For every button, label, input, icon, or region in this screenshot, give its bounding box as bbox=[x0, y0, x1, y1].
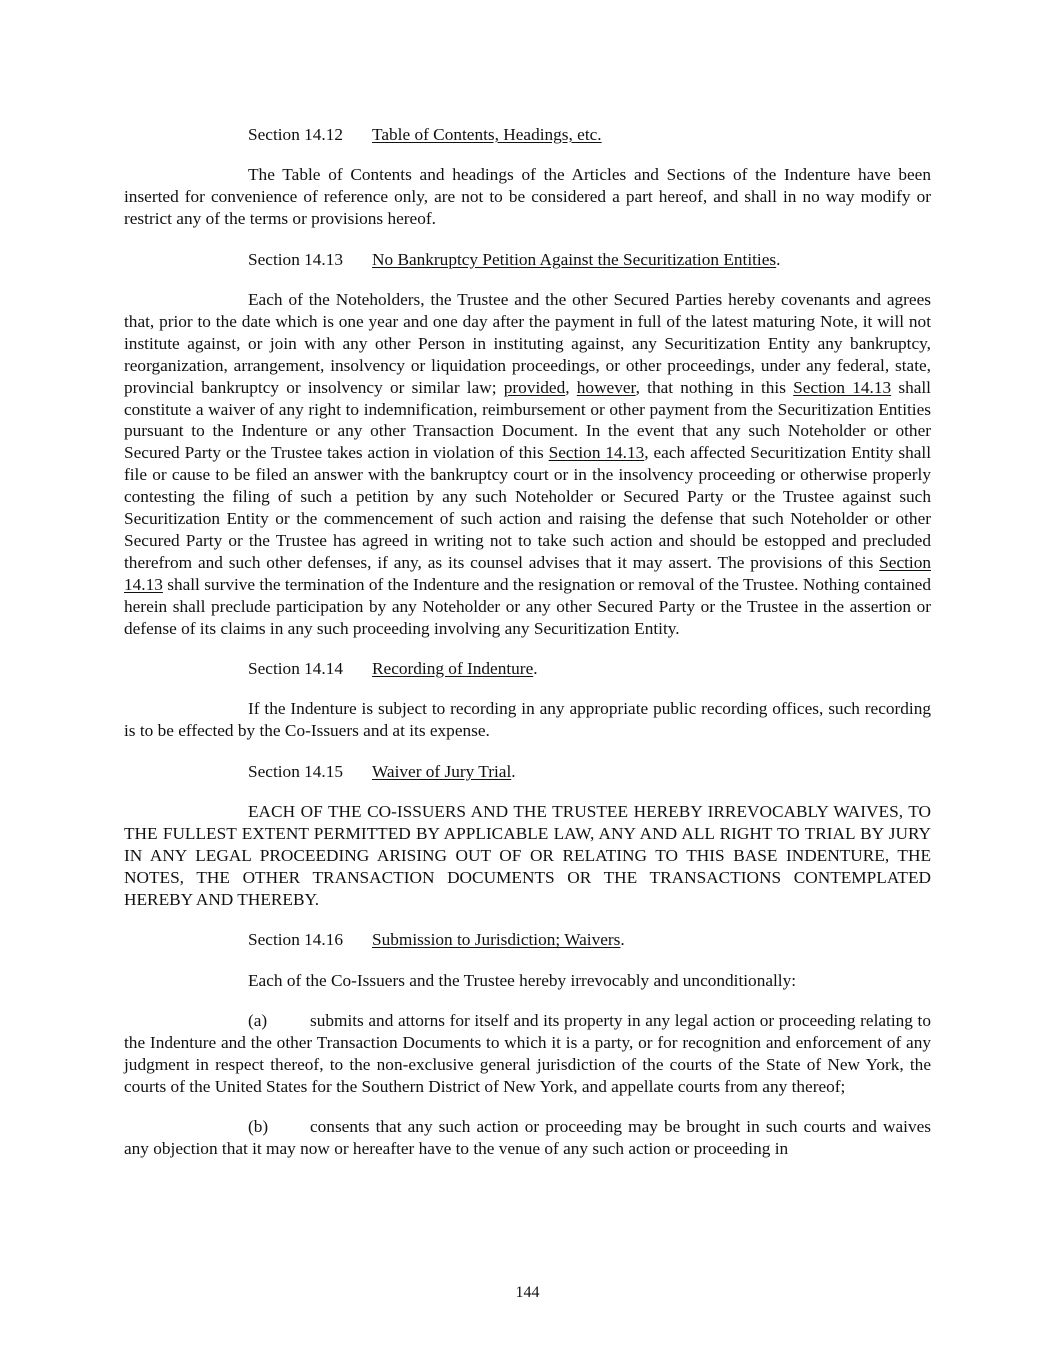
section-number: Section 14.12 bbox=[248, 125, 344, 144]
section-14-13-heading: Section 14.13 No Bankruptcy Petition Against the Securitization Entities. bbox=[248, 249, 781, 269]
section-title: Waiver of Jury Trial bbox=[372, 761, 512, 781]
section-reference: Section 14.13 bbox=[124, 552, 931, 594]
section-title: No Bankruptcy Petition Against the Securitization Entities bbox=[372, 249, 777, 269]
section-number: Section 14.13 bbox=[248, 249, 344, 269]
however-term: however bbox=[576, 377, 636, 397]
list-item bbox=[124, 1010, 931, 1098]
page-number: 144 bbox=[515, 1284, 540, 1301]
section-reference: Section 14.13 bbox=[548, 443, 645, 463]
section-14-14-body: If the Indenture is subject to recording in any appropriate public recording offices, such recording is to be effected by the Co-Issuers and at its expense. bbox=[124, 699, 931, 741]
list-item bbox=[124, 1116, 931, 1160]
section-title: Recording of Indenture bbox=[372, 659, 534, 679]
section-14-14-heading: Section 14.14 Recording of Indenture. bbox=[248, 659, 538, 679]
section-reference: Section 14.13 bbox=[793, 377, 892, 397]
section-title: Table of Contents, Headings, etc. bbox=[372, 125, 602, 144]
section-number: Section 14.14 bbox=[248, 659, 344, 679]
item-label: (a) bbox=[248, 1011, 268, 1030]
section-14-13-body: Each of the Noteholders, the Trustee and the other Secured Parties hereby covenants and agrees that, prior to the date which is one year and one day after the payment in full of the latest maturing Note, it will not institute against, or join with any other Person in instituting against, any Securitization Entity any bankruptcy, reorganization, arrangement, insolvency or liquidation proceedings, or other proceedings, under any federal, state, provincial bankruptcy or insolvency or similar law; provided, however, that nothing in this Section 14.13 shall constitute a waiver of any right to indemnification, reimbursement or other payment from the Securitization Entities pursuant to the Indenture or any other Transaction Document. In the event that any such Noteholder or other Secured Party or the Trustee takes action in violation of this Section 14.13, each affected Securitization Entity shall file or cause to be filed an answer with the bankruptcy court or in the insolvency proceeding or otherwise properly contesting the filing of such a petition by any such Noteholder or Secured Party or the Trustee against such Securitization Entity or the commencement of such action and raising the defense that such Noteholder or other Secured Party or the Trustee has agreed in writing not to take such action and should be estopped and precluded therefrom and such other defenses, if any, as its counsel advises that it may assert. The provisions of this Section 14.13 shall survive the termination of the Indenture and the resignation or removal of the Trustee. Nothing contained herein shall preclude participation by any Noteholder or any other Secured Party or the Trustee in the assertion or defense of its claims in any such proceeding involving any Securitization Entity. bbox=[124, 290, 932, 638]
item-label: (b) bbox=[248, 1117, 269, 1137]
section-14-12-body: The Table of Contents and headings of the Articles and Sections of the Indenture have been inserted for convenience of reference only, are not to be considered a part hereof, and shall in no way modify or restrict any of the terms or provisions hereof. bbox=[124, 165, 931, 229]
item-text: submits and attorns for itself and its property in any legal action or proceeding relating to the Indenture and the other Transaction Documents to which it is a party, or for recognition and enforcement of any judgment in respect thereof, to the non-exclusive general jurisdiction of the courts of the State of New York, the courts of the United States for the Southern District of New York, and appellate courts from any thereof; bbox=[124, 1011, 931, 1096]
section-title: Submission to Jurisdiction; Waivers bbox=[372, 930, 621, 950]
section-number: Section 14.16 bbox=[248, 930, 344, 950]
document-page bbox=[124, 124, 931, 1160]
section-14-15-heading: Section 14.15 Waiver of Jury Trial. bbox=[248, 761, 516, 781]
section-14-16-intro: Each of the Co-Issuers and the Trustee hereby irrevocably and unconditionally: bbox=[248, 970, 797, 990]
section-number: Section 14.15 bbox=[248, 761, 344, 781]
provided-term: provided bbox=[503, 377, 566, 397]
item-text: consents that any such action or proceeding may be brought in such courts and waives any objection that it may now or hereafter have to the venue of any such action or proceeding in bbox=[124, 1117, 931, 1159]
section-14-12-heading bbox=[124, 124, 931, 146]
section-14-16-heading: Section 14.16 Submission to Jurisdiction; Waivers. bbox=[248, 930, 625, 950]
section-14-15-body: EACH OF THE CO-ISSUERS AND THE TRUSTEE HEREBY IRREVOCABLY WAIVES, TO THE FULLEST EXTENT PERMITTED BY APPLICABLE LAW, ANY AND ALL RIGHT TO TRIAL BY JURY IN ANY LEGAL PROCEEDING ARISING OUT OF OR RELATING TO THIS BASE INDENTURE, THE NOTES, THE OTHER TRANSACTION DOCUMENTS OR THE TRANSACTIONS CONTEMPLATED HEREBY AND THEREBY. bbox=[124, 802, 931, 909]
